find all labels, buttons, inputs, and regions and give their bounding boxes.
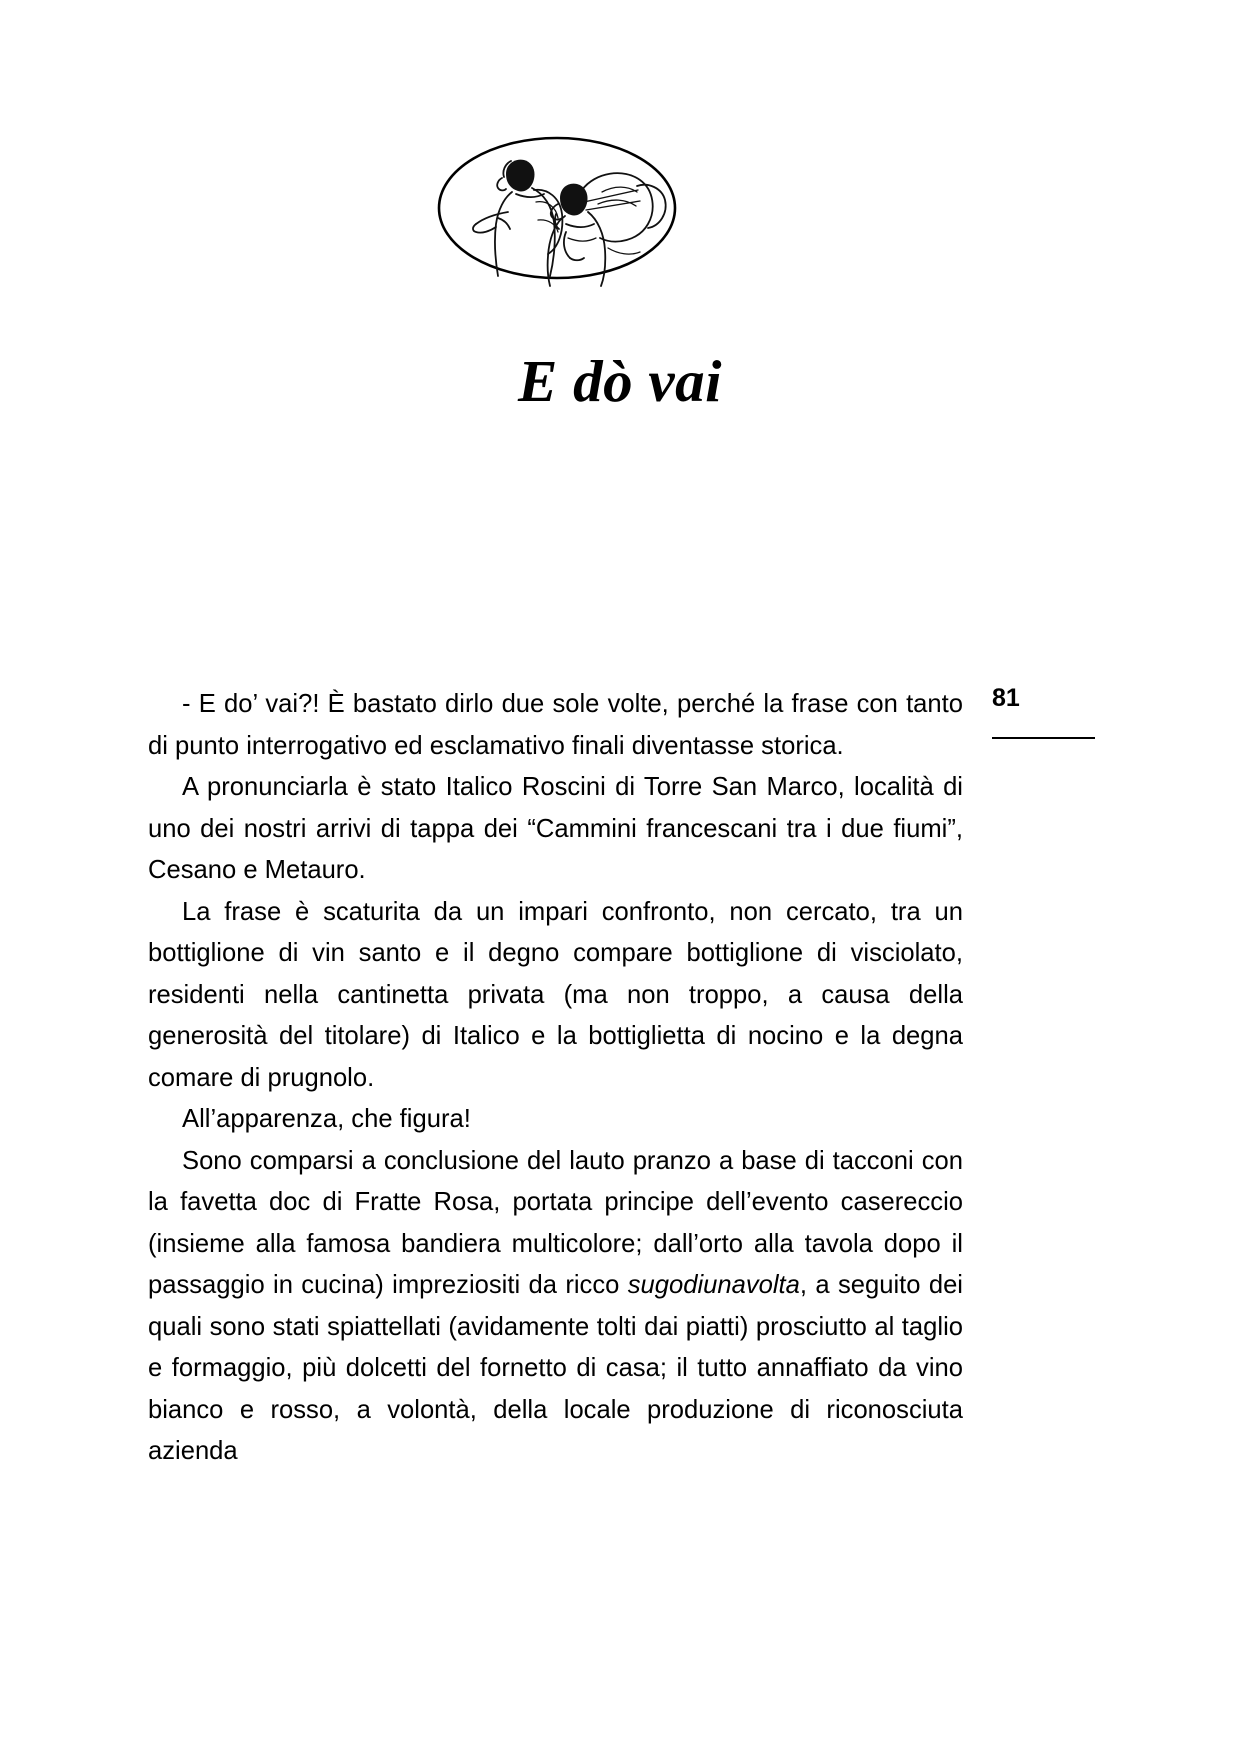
- body-paragraph-3: La frase è scaturita da un impari confronto, non cercato, tra un bottiglione di vin santo e il degno compare bottiglione di visciolato, residenti nella cantinetta privata (ma non troppo, a causa della generosità del titolare) di Italico e la bottiglietta di nocino e la degna comare di prugnolo.: [148, 897, 963, 1092]
- page-number: 81: [992, 684, 1020, 712]
- oval-vignette-two-pilgrims: [432, 128, 682, 288]
- body-paragraph-4: All’apparenza, che figura!: [182, 1105, 471, 1133]
- italic-term-sugodiunavolta: sugodiunavolta: [627, 1271, 800, 1299]
- body-text-column: [148, 684, 963, 1473]
- body-paragraph-5: [148, 1141, 963, 1473]
- body-paragraph-1: - E do’ vai?! È bastato dirlo due sole volte, perché la frase con tanto di punto interrogativo ed esclamativo finali diventasse storica.: [148, 690, 963, 760]
- body-paragraph-2: A pronunciarla è stato Italico Roscini di Torre San Marco, località di uno dei nostri arrivi di tappa dei “Cammini francescani tra i due fiumi”, Cesano e Metauro.: [148, 773, 963, 884]
- body-paragraph-5-before-italic: Sono comparsi a conclusione del lauto pranzo a base di tacconi con la favetta doc di Fratte Rosa, portata principe dell’evento casereccio (insieme alla famosa bandiera multicolore; dall’orto alla tavola dopo il passaggio in cucina) impreziositi da ricco: [148, 1146, 963, 1299]
- folio-block: [992, 686, 1102, 739]
- body-paragraph-5-after-italic: , a seguito dei quali sono stati spiattellati (avidamente tolti dai piatti) prosciutto al taglio e formaggio, più dolcetti del fornetto di casa; il tutto annaffiato da vino bianco e rosso, a volontà, della locale produzione di riconosciuta azienda: [148, 1271, 963, 1465]
- folio-divider-rule: [992, 737, 1095, 739]
- chapter-title: E dò vai: [518, 348, 722, 414]
